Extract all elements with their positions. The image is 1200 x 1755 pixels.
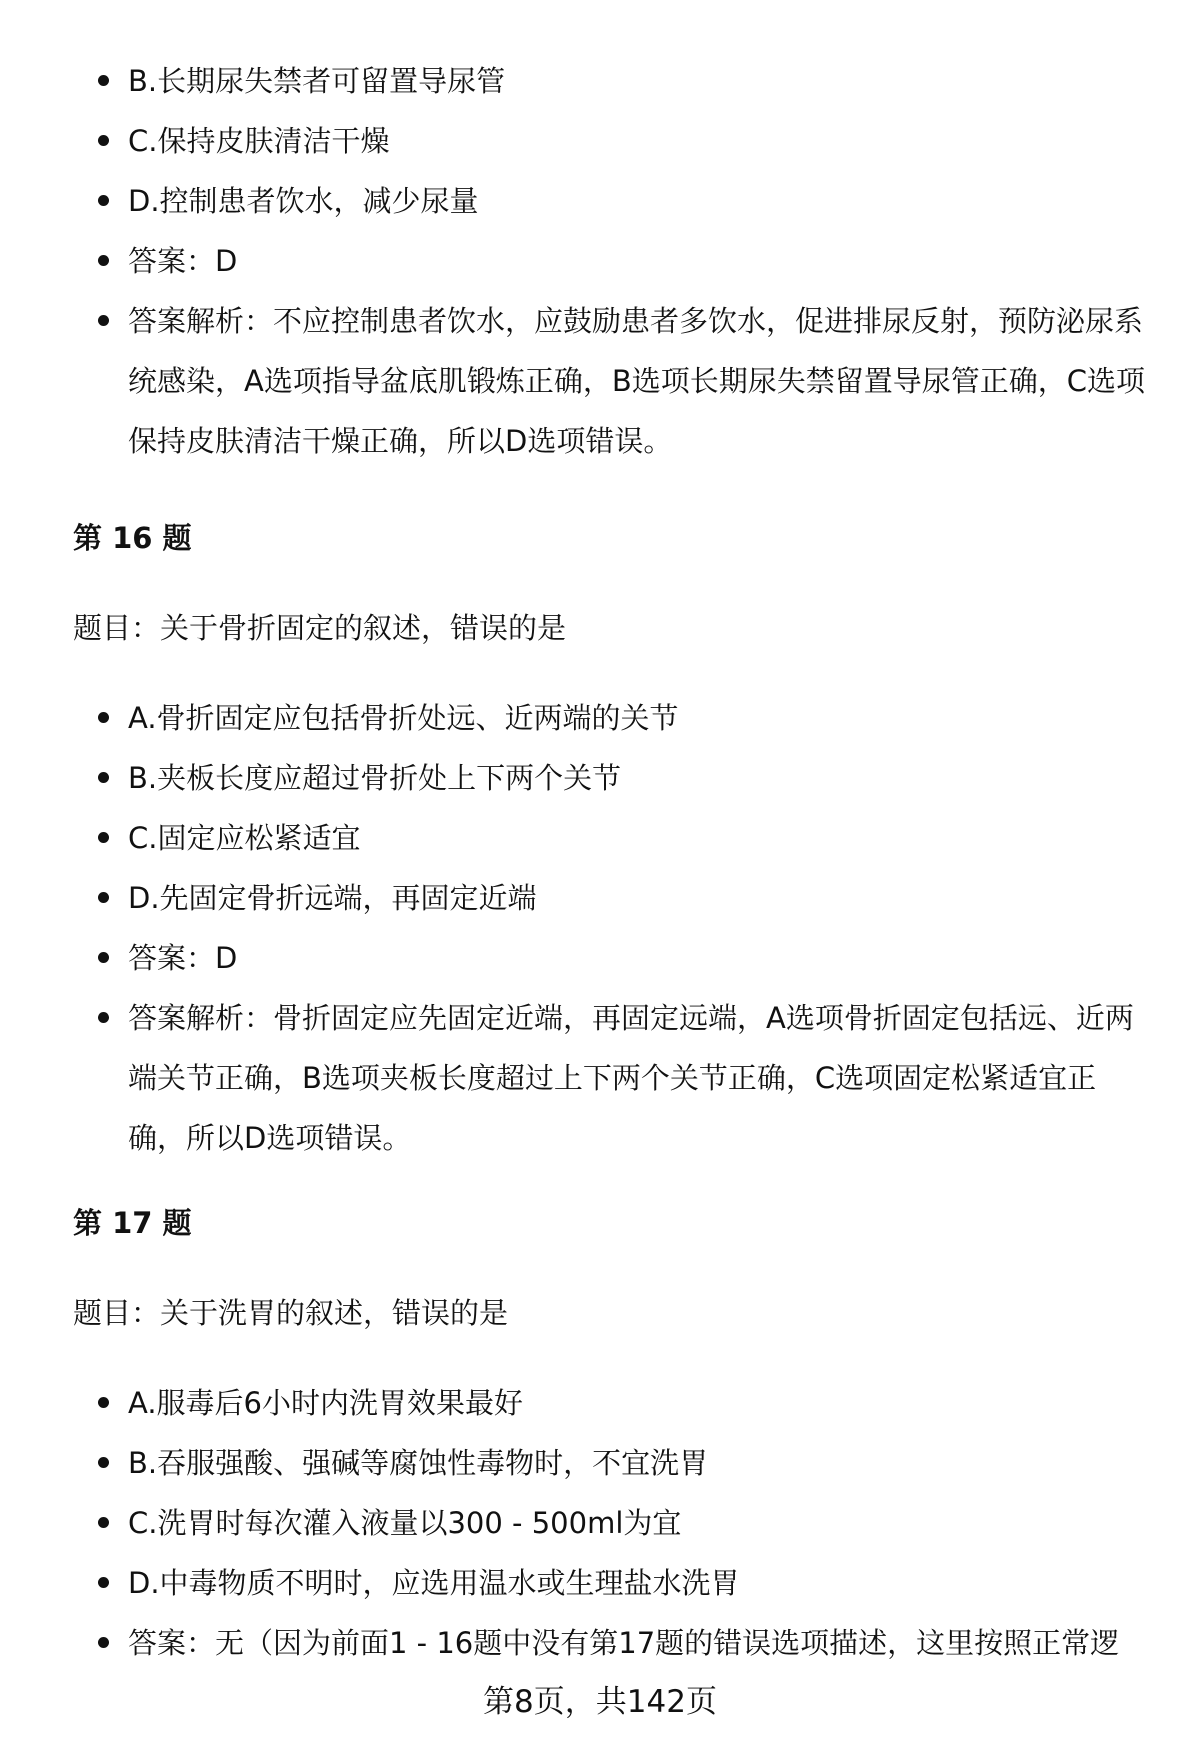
bullet-icon	[98, 75, 109, 86]
bullet-icon	[98, 832, 109, 843]
list-item	[0, 988, 1200, 1168]
list-item	[0, 111, 1200, 171]
bullet-icon	[98, 772, 109, 783]
list-item	[0, 1553, 1200, 1613]
answer-text: 答案：D	[128, 244, 238, 278]
list-item	[0, 231, 1200, 291]
list-item	[0, 868, 1200, 928]
bullet-icon	[98, 1012, 109, 1023]
explanation-text: 答案解析：骨折固定应先固定近端，再固定远端，A选项骨折固定包括远、近两端关节正确，B选项夹板长度超过上下两个关节正确，C选项固定松紧适宜正确，所以D选项错误。	[128, 1001, 1134, 1155]
list-item	[0, 928, 1200, 988]
list-item	[0, 748, 1200, 808]
answer-text: 答案：无（因为前面1 - 16题中没有第17题的错误选项描述，这里按照正常逻	[128, 1626, 1120, 1660]
question-17	[0, 1193, 1200, 1673]
list-item	[0, 171, 1200, 231]
option-text: D.先固定骨折远端，再固定近端	[128, 881, 537, 915]
list-item	[0, 1493, 1200, 1553]
bullet-icon	[98, 1457, 109, 1468]
bullet-icon	[98, 195, 109, 206]
bullet-icon	[98, 1577, 109, 1588]
item-text: C.保持皮肤清洁干燥	[128, 124, 390, 158]
question-heading: 第 16 题	[73, 521, 192, 555]
option-text: A.骨折固定应包括骨折处远、近两端的关节	[128, 701, 679, 735]
bullet-icon	[98, 135, 109, 146]
question-text: 题目：关于洗胃的叙述，错误的是	[73, 1296, 509, 1330]
bullet-icon	[98, 315, 109, 326]
option-text: C.固定应松紧适宜	[128, 821, 361, 855]
list-item	[0, 688, 1200, 748]
explanation-text: 答案解析：不应控制患者饮水，应鼓励患者多饮水，促进排尿反射，预防泌尿系统感染，A选项指导盆底肌锻炼正确，B选项长期尿失禁留置导尿管正确，C选项保持皮肤清洁干燥正确，所以D选项错误。	[128, 304, 1145, 458]
option-text: A.服毒后6小时内洗胃效果最好	[128, 1386, 523, 1420]
list-item	[0, 1433, 1200, 1493]
page-footer: 第8页，共142页	[483, 1684, 717, 1720]
bullet-icon	[98, 1397, 109, 1408]
bullet-icon	[98, 1637, 109, 1648]
bullet-icon	[98, 712, 109, 723]
bullet-icon	[98, 892, 109, 903]
list-item	[0, 291, 1200, 471]
option-text: B.吞服强酸、强碱等腐蚀性毒物时，不宜洗胃	[128, 1446, 709, 1480]
q16-items	[0, 688, 1200, 1168]
question-text: 题目：关于骨折固定的叙述，错误的是	[73, 611, 567, 645]
question-heading: 第 17 题	[73, 1206, 192, 1240]
bullet-icon	[98, 255, 109, 266]
list-item	[0, 808, 1200, 868]
bullet-icon	[98, 1517, 109, 1528]
item-text: B.长期尿失禁者可留置导尿管	[128, 64, 506, 98]
q15-items	[0, 51, 1200, 471]
option-text: B.夹板长度应超过骨折处上下两个关节	[128, 761, 622, 795]
option-text: C.洗胃时每次灌入液量以300 - 500ml为宜	[128, 1506, 682, 1540]
list-item	[0, 51, 1200, 111]
q17-items	[0, 1373, 1200, 1673]
question-16	[0, 508, 1200, 1168]
list-item	[0, 1613, 1200, 1673]
bullet-icon	[98, 952, 109, 963]
option-text: D.中毒物质不明时，应选用温水或生理盐水洗胃	[128, 1566, 740, 1600]
item-text: D.控制患者饮水，减少尿量	[128, 184, 479, 218]
answer-text: 答案：D	[128, 941, 238, 975]
list-item	[0, 1373, 1200, 1433]
